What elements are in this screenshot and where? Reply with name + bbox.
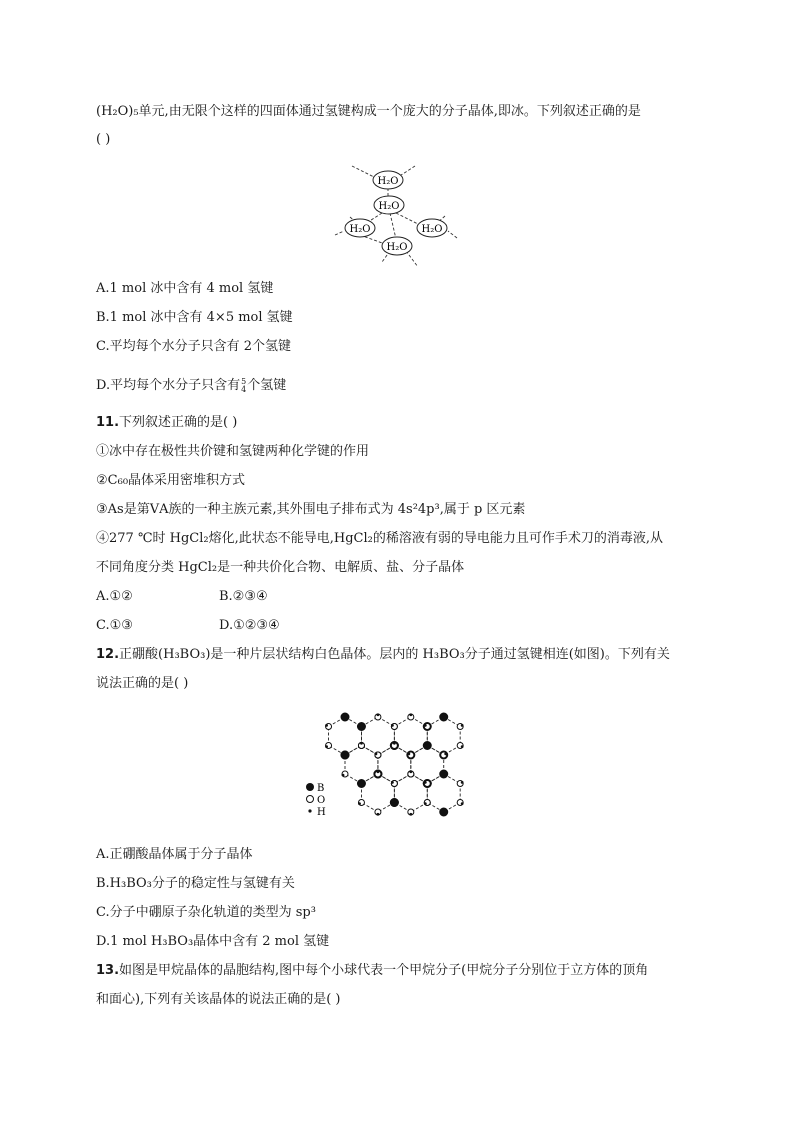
q11-statement-4-line1: ④277 ℃时 HgCl₂熔化,此状态不能导电,HgCl₂的稀溶液有弱的导电能力且可作手术刀的消毒液,从 <box>96 531 663 546</box>
hydrogen-atom <box>344 713 347 716</box>
q11-number: 11. <box>96 415 120 430</box>
hydrogen-atom <box>424 781 427 784</box>
hydrogen-atom <box>409 770 412 773</box>
q12-option-d: D.1 mol H₃BO₃晶体中含有 2 mol 氢键 <box>96 934 330 949</box>
q11-statement-2: ②C₆₀晶体采用密堆积方式 <box>96 473 246 488</box>
hydrogen-atom <box>424 724 427 727</box>
svg-text:H₂O: H₂O <box>349 224 371 235</box>
q13-number: 13. <box>96 963 120 978</box>
q12-stem-line2: 说法正确的是( ) <box>96 676 189 691</box>
q12-stem-line1 <box>96 646 670 664</box>
hydrogen-atom <box>377 813 380 816</box>
hydrogen-atom <box>461 724 464 727</box>
hydrogen-atom <box>342 774 345 777</box>
q12-option-b: B.H₃BO₃分子的稳定性与氢键有关 <box>96 876 295 891</box>
hydrogen-atom <box>424 802 427 805</box>
hydrogen-atom <box>358 724 361 727</box>
diagram-legend <box>306 783 326 818</box>
legend-o-label: O <box>317 795 326 806</box>
boric-acid-layer-diagram <box>290 708 505 833</box>
hydrogen-atom <box>442 770 445 773</box>
q11-option-d: D.①②③④ <box>219 618 280 633</box>
water-molecule <box>374 196 404 214</box>
q11-statement-1: ①冰中存在极性共价键和氢键两种化学键的作用 <box>96 444 370 459</box>
water-molecule <box>382 237 412 255</box>
boron-atom <box>357 723 365 731</box>
water-molecule <box>373 171 403 189</box>
hydrogen-bond-network <box>325 713 463 816</box>
hydrogen-atom <box>375 752 378 755</box>
fraction-five-fourths <box>241 378 246 394</box>
q11-option-b: B.②③④ <box>219 589 268 604</box>
q10-option-d-prefix: D.平均每个水分子只含有 <box>96 378 241 393</box>
hydrogen-atom <box>409 813 412 816</box>
q12-option-a: A.正硼酸晶体属于分子晶体 <box>96 847 253 862</box>
q10-option-a: A.1 mol 冰中含有 4 mol 氢键 <box>96 281 274 296</box>
q11-statement-3: ③As是第ⅤA族的一种主族元素,其外围电子排布式为 4s²4p³,属于 p 区元素 <box>96 502 526 517</box>
svg-text:H₂O: H₂O <box>377 176 399 187</box>
q12-stem-text: 正硼酸(H₃BO₃)是一种片层状结构白色晶体。层内的 H₃BO₃分子通过氢键相连(如图)。下列有关 <box>119 647 670 662</box>
q11-stem-text: 下列叙述正确的是( ) <box>119 415 238 430</box>
hydrogen-atom <box>442 713 445 716</box>
hydrogen-atom <box>358 781 361 784</box>
boron-atom <box>357 780 365 788</box>
svg-text:H₂O: H₂O <box>421 224 443 235</box>
legend-h-label: H <box>317 807 326 818</box>
hydrogen-atom <box>325 745 328 748</box>
hydrogen-atom <box>407 752 410 755</box>
boron-legend-dot <box>306 783 314 791</box>
ice-tetrahedron-diagram <box>330 160 460 270</box>
fraction-numerator: 5 <box>241 376 247 386</box>
q11-option-a: A.①② <box>96 589 133 604</box>
svg-text:H₂O: H₂O <box>378 201 400 212</box>
hydrogen-atom <box>393 742 396 745</box>
q10-answer-paren: ( ) <box>96 132 111 147</box>
svg-text:H₂O: H₂O <box>386 242 408 253</box>
hydrogen-atom <box>461 802 464 805</box>
hydrogen-atom <box>461 781 464 784</box>
hydrogen-atom <box>391 781 394 784</box>
legend-b-label: B <box>317 783 325 794</box>
q12-option-c: C.分子中硼原子杂化轨道的类型为 sp³ <box>96 905 316 920</box>
hydrogen-atom <box>342 752 345 755</box>
q10-option-b: B.1 mol 冰中含有 4×5 mol 氢键 <box>96 310 293 325</box>
hydrogen-atom <box>377 770 380 773</box>
oxygen-legend-dot <box>307 796 314 803</box>
hydrogen-atom <box>358 802 361 805</box>
boron-atom <box>390 799 398 807</box>
hydrogen-atom <box>461 745 464 748</box>
water-molecule <box>417 219 447 237</box>
q13-stem-line2: 和面心),下列有关该晶体的说法正确的是( ) <box>96 992 341 1007</box>
q10-option-c: C.平均每个水分子只含有 2个氢键 <box>96 339 292 354</box>
hydrogen-atom <box>325 724 328 727</box>
hydrogen-legend-dot <box>308 809 311 812</box>
q13-stem-line1 <box>96 962 648 980</box>
hydrogen-atom <box>391 802 394 805</box>
hydrogen-atom <box>426 742 429 745</box>
hydrogen-atom <box>377 713 380 716</box>
hydrogen-atom <box>409 713 412 716</box>
q12-number: 12. <box>96 647 120 662</box>
q10-intro-line1: (H₂O)₅单元,由无限个这样的四面体通过氢键构成一个庞大的分子晶体,即冰。下列叙述正确的是 <box>96 104 641 119</box>
q10-option-d <box>96 377 286 395</box>
q11-statement-4-line2: 不同角度分类 HgCl₂是一种共价化合物、电解质、盐、分子晶体 <box>96 560 465 575</box>
hydrogen-atom <box>444 752 447 755</box>
hydrogen-atom <box>442 813 445 816</box>
hydrogen-atom <box>360 742 363 745</box>
boron-atom <box>341 751 349 759</box>
q11-stem <box>96 414 237 432</box>
q13-stem-text: 如图是甲烷晶体的晶胞结构,图中每个小球代表一个甲烷分子(甲烷分子分别位于立方体的顶角 <box>119 963 649 978</box>
q10-option-d-suffix: 个氢键 <box>247 378 287 393</box>
hydrogen-atom <box>391 724 394 727</box>
fraction-denominator: 4 <box>241 384 247 394</box>
water-molecule <box>345 219 375 237</box>
q11-option-c: C.①③ <box>96 618 133 633</box>
